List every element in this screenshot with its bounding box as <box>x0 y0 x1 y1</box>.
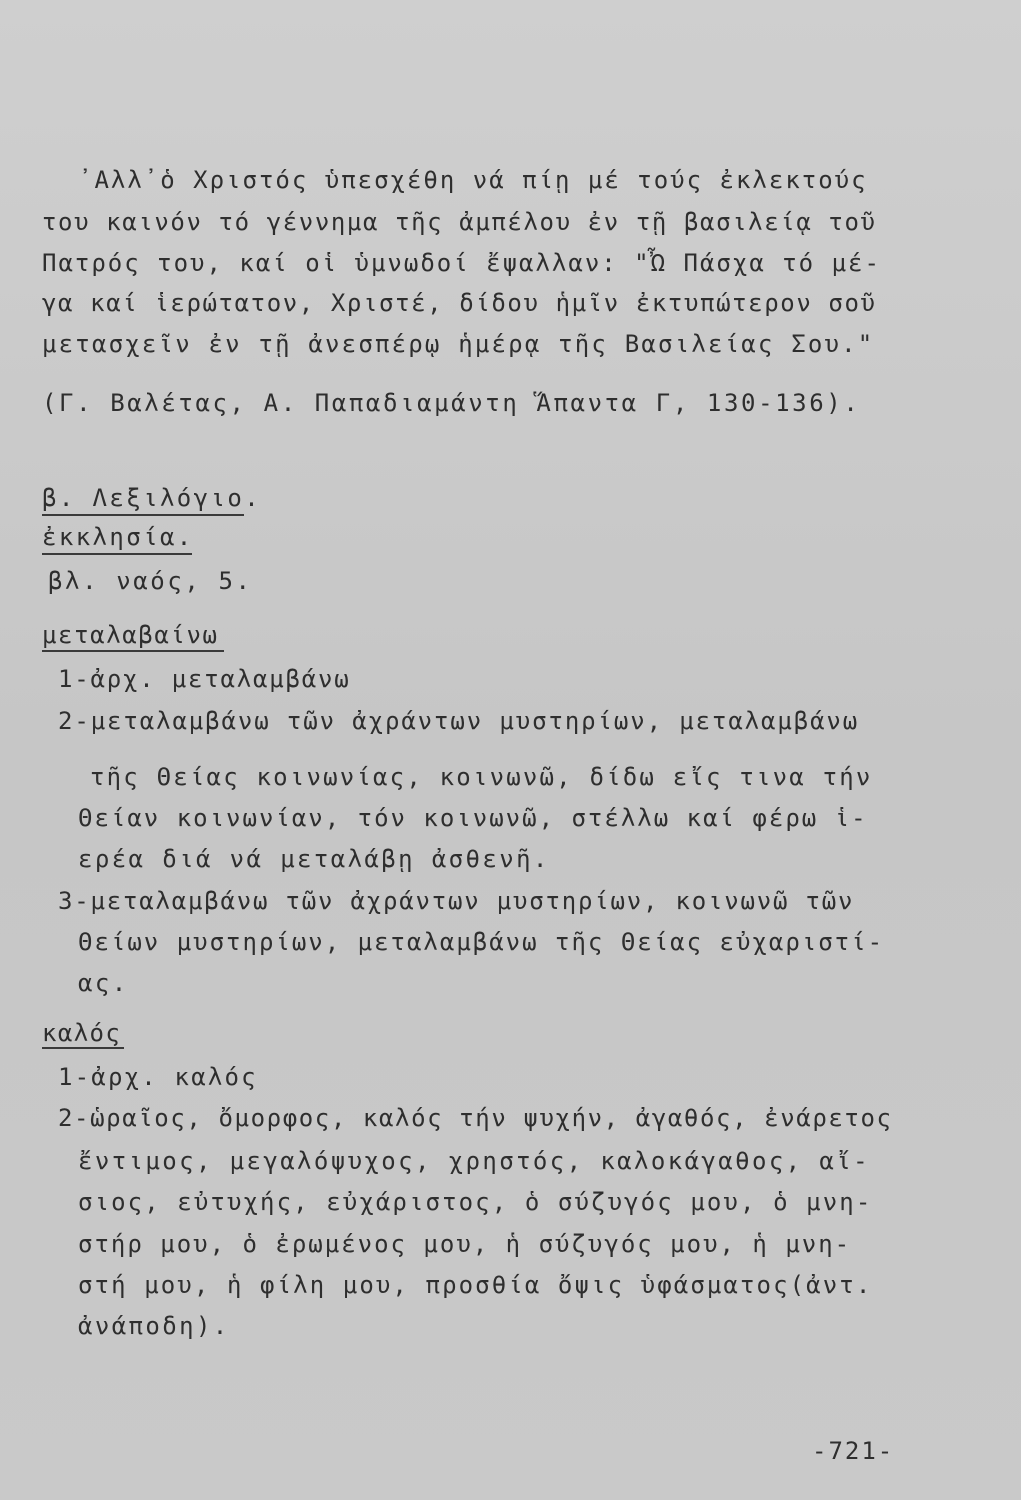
section-title: β. Λεξιλόγιο. <box>42 484 262 512</box>
entry-line: Θείαν κοινωνίαν, τόν κοινωνῶ, στέλλω καί φέρω ἱ- <box>78 804 868 832</box>
section-title-underline <box>42 514 244 516</box>
paragraph-line: του καινόν τό γέννημα τῆς ἀμπέλου ἐν τῇ βασιλείᾳ τοῦ <box>42 208 877 236</box>
entry-headword-metalamvano: μεταλαβαίνω <box>42 621 219 649</box>
headword-underline <box>42 650 224 652</box>
entry-line: 1-ἀρχ. μεταλαμβάνω <box>58 665 351 693</box>
paragraph-line: ᾿Αλλ᾿ὁ Χριστός ὑπεσχέθη νά πίῃ μέ τούς ἐκλεκτούς <box>78 166 868 194</box>
entry-headword-kalos: καλός <box>42 1019 122 1047</box>
entry-line: 2-ὡραῖος, ὄμορφος, καλός τήν ψυχήν, ἀγαθός, ἐνάρετος <box>58 1104 893 1132</box>
entry-headword-ekklisia: ἐκκλησία. <box>42 523 194 551</box>
entry-line: ερέα διά νά μεταλάβῃ ἀσθενῆ. <box>78 845 550 873</box>
entry-line: σιος, εὐτυχής, εὐχάριστος, ὁ σύζυγός μου, ὁ μνη- <box>78 1188 873 1216</box>
entry-line: στήρ μου, ὁ ἐρωμένος μου, ἡ σύζυγός μου, ἡ μνη- <box>78 1230 852 1258</box>
entry-line: ἀνάποδη). <box>78 1312 230 1340</box>
citation-line: (Γ. Βαλέτας, Α. Παπαδιαμάντη Ἅπαντα Γ, 130-136). <box>42 389 861 417</box>
entry-line: βλ. ναός, 5. <box>48 567 253 595</box>
entry-line: στή μου, ἡ φίλη μου, προσθία ὄψις ὑφάσματος(ἀντ. <box>78 1271 873 1299</box>
entry-line: τῆς Θείας κοινωνίας, κοινωνῶ, δίδω εἴς τινα τήν <box>90 763 873 791</box>
entry-line: ας. <box>78 969 129 997</box>
page-number: -721- <box>812 1437 895 1465</box>
entry-line: 1-ἀρχ. καλός <box>58 1063 258 1091</box>
entry-line: Θείων μυστηρίων, μεταλαμβάνω τῆς Θείας εὐχαριστί- <box>78 928 885 956</box>
entry-line: 3-μεταλαμβάνω τῶν ἀχράντων μυστηρίων, κοινωνῶ τῶν <box>58 887 855 915</box>
headword-underline <box>42 1047 124 1049</box>
entry-line: 2-μεταλαμβάνω τῶν ἀχράντων μυστηρίων, μεταλαμβάνω <box>58 707 860 735</box>
paragraph-line: μετασχεῖν ἐν τῇ ἀνεσπέρῳ ἡμέρᾳ τῆς Βασιλείας Σου." <box>42 330 875 358</box>
entry-line: ἔντιμος, μεγαλόψυχος, χρηστός, καλοκάγαθος, αἴ- <box>78 1147 870 1175</box>
paragraph-line: γα καί ἱερώτατον, Χριστέ, δίδου ἡμῖν ἐκτυπώτερον σοῦ <box>42 289 877 317</box>
paragraph-line: Πατρός του, καί οἱ ὑμνωδοί ἔψαλλαν: "Ὦ Πάσχα τό μέ- <box>42 249 881 277</box>
headword-underline <box>42 553 192 555</box>
